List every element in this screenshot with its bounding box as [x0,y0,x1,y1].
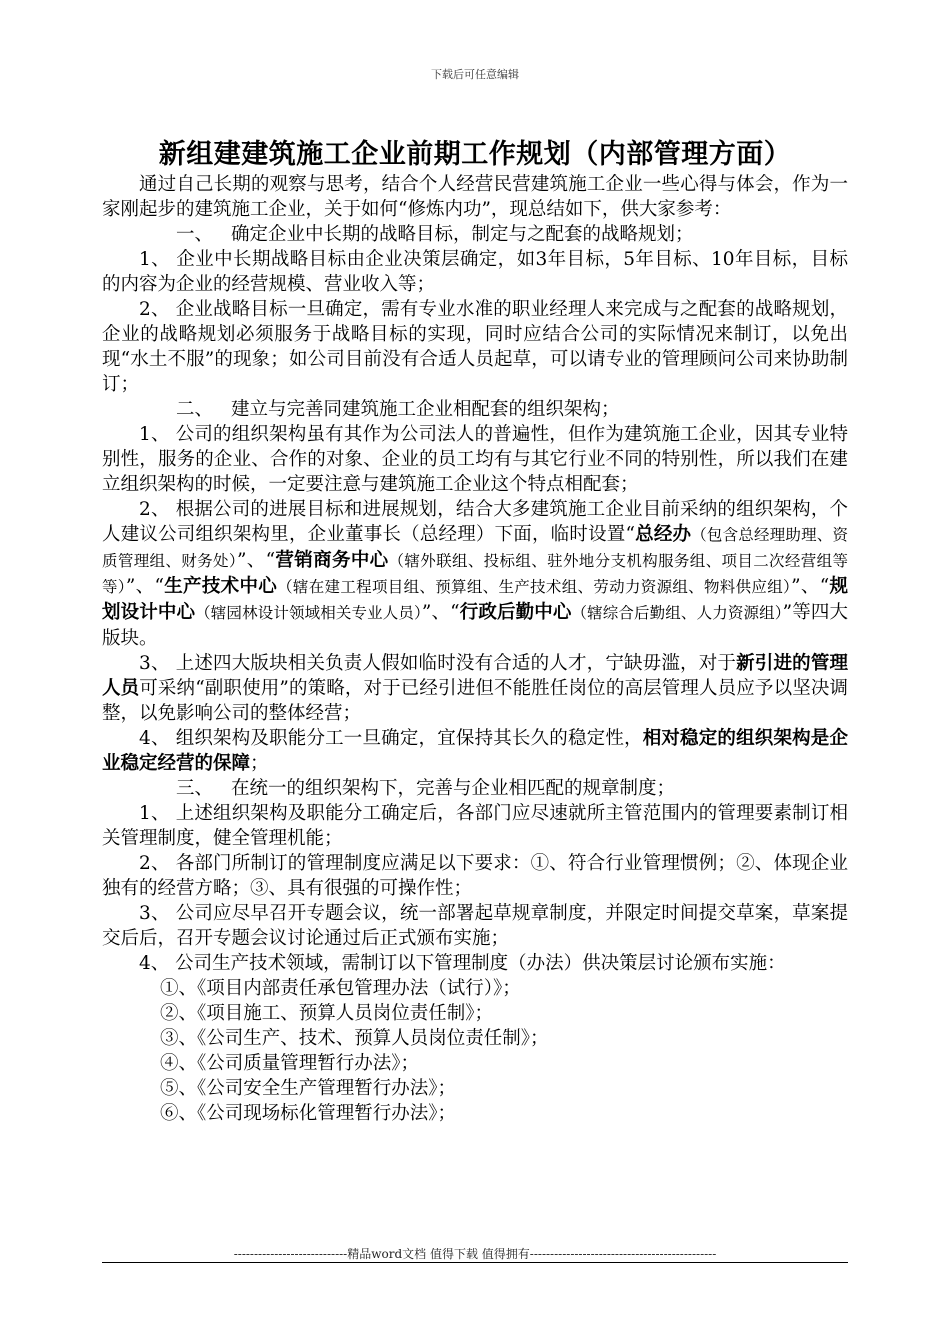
section-2-item-1: 1、 公司的组织架构虽有其作为公司法人的普遍性，但作为建筑施工企业，因其专业特别性，服务的企业、合作的对象、企业的员工均有与其它行业不同的特别性，所以我们在建立组织架构的时候，一定要注意与建筑施工企业这个特点相配套； [102,424,848,495]
dept-design-center: 规划设计中心 [102,576,848,623]
section-2-item-4-end: ； [250,753,269,774]
dept-admin-center: 行政后勤中心 [459,602,572,623]
dept-production-center-note: （辖在建工程项目组、预算组、生产技术组、劳动力资源组、物料供应组） [277,578,792,596]
document-title: 新组建建筑施工企业前期工作规划（内部管理方面） [158,139,792,170]
section-3-heading [102,776,848,801]
section-3-item-3: 3、 公司应尽早召开专题会议，统一部署起草规章制度，并限定时间提交草案，草案提交后后，召开专题会议讨论通过后正式颁布实施； [102,903,848,949]
regulation-item: ④、《公司质量管理暂行办法》； [160,1053,420,1074]
regulation-item: ①、《项目内部责任承包管理办法（试行）》； [160,978,521,999]
section-3-title: 在统一的组织架构下，完善与企业相匹配的规章制度； [231,778,676,799]
section-2-item-3-text: 3、 上述四大版块相关负责人假如临时没有合适的人才，宁缺毋滥，对于 [139,653,737,674]
regulation-item: ⑥、《公司现场标化管理暂行办法》； [160,1103,457,1124]
separator: ”、“ [125,576,164,597]
regulation-item: ②、《项目施工、预算人员岗位责任制》； [160,1003,494,1024]
dept-admin-center-note: （辖综合后勤组、人力资源组） [571,604,783,622]
section-2-item-2-end: ”等四大版块。 [102,602,848,649]
section-3-number: 三、 [176,778,214,799]
section-2-item-2 [102,497,848,651]
separator: ”、“ [236,550,276,571]
section-2-item-4-text: 4、 组织架构及职能分工一旦确定，宜保持其长久的稳定性， [139,728,643,749]
footer-note: ----------------------------精品word文档 值得下载 值得拥有---------------------------------------------- [233,1247,717,1261]
section-1-item-1: 1、 企业中长期战略目标由企业决策层确定，如3年目标，5年目标、10年目标，目标的内容为企业的经营规模、营业收入等； [102,249,848,295]
header-note: 下载后可任意编辑 [431,68,519,81]
dept-general-office: 总经办 [634,524,692,545]
section-1-heading [102,222,848,247]
separator: ”、“ [421,602,460,623]
separator: ”、“ [791,576,830,597]
section-2-item-2-text: 2、 根据公司的进展目标和进展规划，结合大多建筑施工企业目前采纳的组织架构，个人建议公司组织架构里，企业董事长（总经理）下面，临时设置“ [102,499,848,545]
dept-general-office-note: （包含总经理助理、资质管理组、财务处） [102,526,848,570]
dept-production-center: 生产技术中心 [163,576,278,597]
section-2-number: 二、 [176,399,214,420]
section-1-title: 确定企业中长期的战略目标，制定与之配套的战略规划； [231,224,694,245]
section-2-title: 建立与完善同建筑施工企业相配套的组织架构； [231,399,620,420]
document-body [102,172,848,1126]
footer-divider [102,1262,848,1263]
section-2-item-3 [102,651,848,726]
dept-marketing-center-note: （辖外联组、投标组、驻外地分支机构服务组、项目二次经营组等等） [102,552,848,596]
emphasis-new-managers: 新引进的管理人员 [102,653,848,699]
intro-paragraph: 通过自己长期的观察与思考，结合个人经营民营建筑施工企业一些心得与体会，作为一家刚起步的建筑施工企业，关于如何“修炼内功”，现总结如下，供大家参考： [102,174,848,220]
dept-design-center-note: （辖园林设计领域相关专业人员） [195,604,422,622]
regulation-item: ③、《公司生产、技术、预算人员岗位责任制》； [160,1028,549,1049]
section-1-item-2: 2、 企业战略目标一旦确定，需有专业水准的职业经理人来完成与之配套的战略规划，企业的战略规划必须服务于战略目标的实现，同时应结合公司的实际情况来制订，以免出现“水土不服”的现象；如公司目前没有合适人员起草，可以请专业的管理顾问公司来协助制订； [102,299,848,395]
section-3-item-2: 2、 各部门所制订的管理制度应满足以下要求：①、符合行业管理惯例；②、体现企业独有的经营方略；③、具有很强的可操作性； [102,853,848,899]
regulation-item: ⑤、《公司安全生产管理暂行办法》； [160,1078,457,1099]
section-1-number: 一、 [176,224,214,245]
emphasis-stable-structure: 相对稳定的组织架构是企业稳定经营的保障 [102,728,848,774]
section-2-item-4 [102,726,848,776]
dept-marketing-center: 营销商务中心 [275,550,389,571]
section-3-item-4: 4、 公司生产技术领域，需制订以下管理制度（办法）供决策层讨论颁布实施： [139,953,786,974]
section-2-heading [102,397,848,422]
section-3-item-1: 1、 上述组织架构及职能分工确定后，各部门应尽速就所主管范围内的管理要素制订相关管理制度，健全管理机能； [102,803,848,849]
section-2-item-3-rest: 可采纳“副职使用”的策略，对于已经引进但不能胜任岗位的高层管理人员应予以坚决调整，以免影响公司的整体经营； [102,678,848,724]
